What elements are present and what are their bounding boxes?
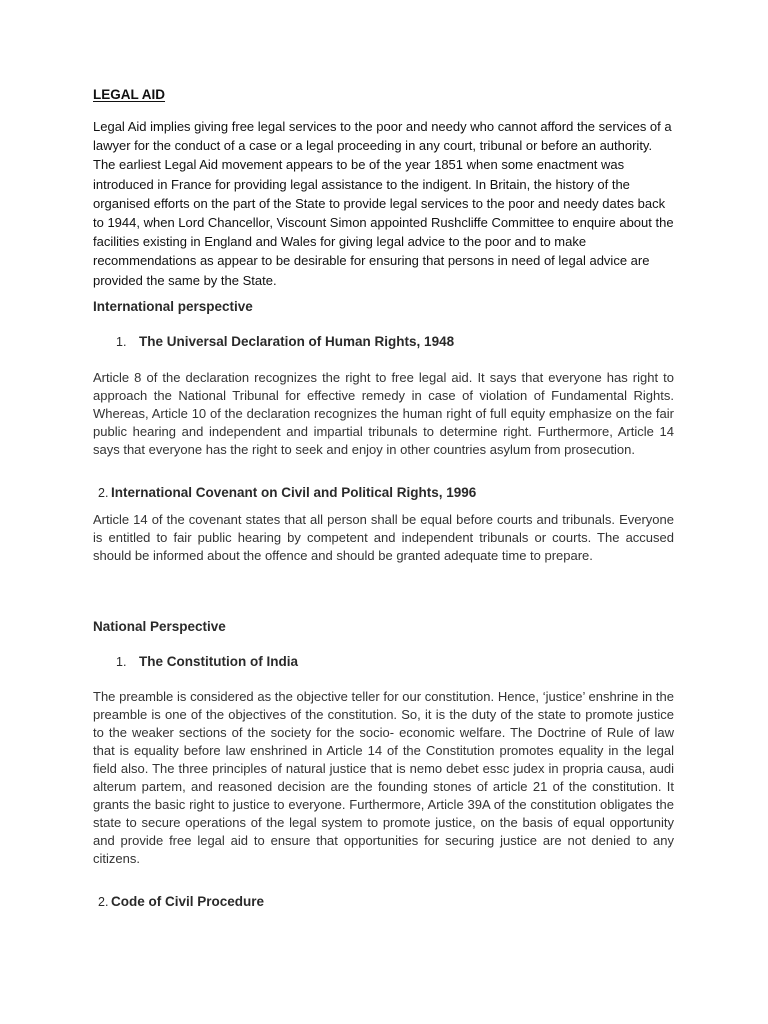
iccpr-heading <box>98 485 476 500</box>
iccpr-number: 2. <box>98 486 109 500</box>
constitution-paragraph: The preamble is considered as the objective teller for our constitution. Hence, ‘justice’ enshrine in the preamble is one of the objectives of the constitution. So, it is the duty of the state to promote justice to the weaker sections of the society for the socio- economic welfare. The Doctrine of Rule of law that is equality before law enshrined in Article 14 of the Constitution promotes equality in the legal field also. The three principles of natural justice that is nemo debet essc judex in propria causa, audi alterum partem, and reasoned decision are the founding stones of article 21 of the constitution. It grants the basic right to justice to everyone. Furthermore, Article 39A of the constitution obligates the state to secure operations of the legal system to promote justice, on the basis of equal opportunity and provide free legal aid to ensure that opportunities for securing justice are not denied to any citizens. <box>93 689 674 866</box>
constitution-title: The Constitution of India <box>139 654 298 669</box>
cpc-heading <box>98 894 264 909</box>
iccpr-paragraph: Article 14 of the covenant states that all person shall be equal before courts and tribunals. Everyone is entitled to fair public hearing by competent and independent tribunals or courts. The accused should be informed about the offence and should be granted adequate time to prepare. <box>93 512 674 563</box>
document-title: LEGAL AID <box>93 87 166 102</box>
iccpr-title: International Covenant on Civil and Political Rights, 1996 <box>111 485 477 500</box>
udhr-number: 1. <box>116 335 127 349</box>
udhr-paragraph: Article 8 of the declaration recognizes the right to free legal aid. It says that everyone has right to approach the National Tribunal for effective remedy in case of violation of Fundamental Rights. Whereas, Article 10 of the declaration recognizes the human right of full equity emphasize on the fair public hearing and independent and impartial tribunals to determine right. Furthermore, Article 14 says that everyone has the right to seek and enjoy in other countries asylum from prosecution. <box>93 370 674 457</box>
national-heading: National Perspective <box>93 619 226 634</box>
udhr-title: The Universal Declaration of Human Rights, 1948 <box>139 334 455 349</box>
cpc-number: 2. <box>98 895 109 909</box>
constitution-heading <box>116 654 298 669</box>
cpc-title: Code of Civil Procedure <box>111 894 265 909</box>
udhr-heading <box>116 334 454 349</box>
international-heading: International perspective <box>93 299 253 314</box>
constitution-number: 1. <box>116 655 127 669</box>
intro-paragraph: Legal Aid implies giving free legal services to the poor and needy who cannot afford the services of a lawyer for the conduct of a case or a legal proceeding in any court, tribunal or before an authority. The earliest Legal Aid movement appears to be of the year 1851 when some enactment was introduced in France for providing legal assistance to the indigent. In Britain, the history of the organised efforts on the part of the State to provide legal services to the poor and needy dates back to 1944, when Lord Chancellor, Viscount Simon appointed Rushcliffe Committee to enquire about the facilities existing in England and Wales for giving legal advice to the poor and to make recommendations as appear to be desirable for ensuring that persons in need of legal advice are provided the same by the State. <box>93 119 674 288</box>
